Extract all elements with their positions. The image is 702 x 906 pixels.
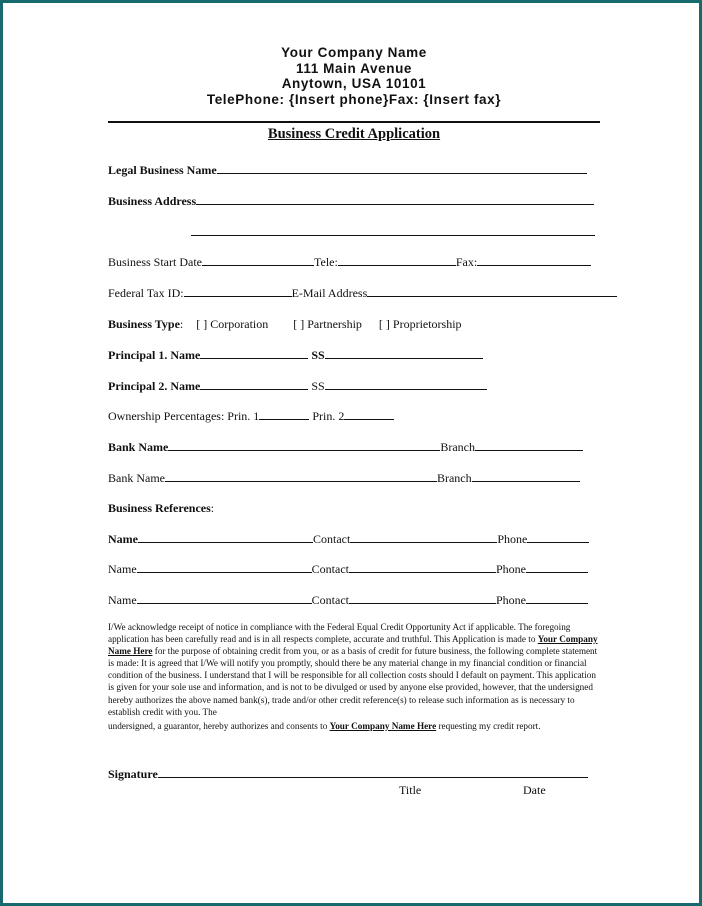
tele-field[interactable] [338, 255, 456, 266]
email-label: E-Mail Address [291, 286, 368, 300]
bank2-name-field[interactable] [165, 471, 437, 482]
reference2-contact-field[interactable] [349, 562, 496, 573]
title-label: Title [399, 783, 422, 797]
reference1-contact-label: Contact [313, 532, 351, 546]
guarantor-text-b: requesting my credit report. [436, 720, 541, 731]
company-name-placeholder-2: Your Company Name Here [329, 720, 437, 731]
signature-label: Signature [108, 767, 158, 781]
address-label: Business Address [108, 194, 197, 208]
agreement-paragraph-1 [108, 621, 600, 718]
legal-name-row [108, 163, 587, 177]
agreement-paragraph-2 [108, 720, 600, 732]
tax-row [108, 286, 617, 300]
address-field-2[interactable] [191, 225, 595, 236]
reference3-contact-label: Contact [311, 593, 349, 607]
signature-row [108, 767, 588, 782]
reference3-row [108, 593, 588, 607]
bank2-row [108, 471, 580, 485]
references-label: Business References [108, 501, 211, 515]
bank1-name-field[interactable] [168, 440, 440, 451]
prin1-percent-field[interactable] [259, 409, 309, 420]
tax-id-label: Federal Tax ID: [108, 286, 184, 300]
reference2-contact-label: Contact [311, 562, 349, 576]
date-label: Date [523, 783, 546, 797]
start-date-field[interactable] [202, 255, 314, 266]
principal1-ss-field[interactable] [325, 348, 483, 359]
ownership-label: Ownership Percentages: Prin. 1 [108, 409, 260, 423]
bank2-branch-label: Branch [436, 471, 472, 485]
guarantor-text-a: undersigned, a guarantor, hereby authorizes and consents to [108, 720, 330, 731]
reference1-name-label: Name [108, 532, 138, 546]
principal1-row [108, 348, 483, 362]
principal2-row [108, 379, 487, 393]
agreement-text-part-b: for the purpose of obtaining credit from you, or as a basis of credit for future business, the following complete statement is made: It is agreed that I/We will notify you promptly, should there be any material change in my financial condition or financial condition of the business. I understand that I will be responsible for all collection costs should I default on payment. This application is given for your sole use and information, and is not to be divulged or used by anyone else provided, however, that the undersigned hereby authorizes the above named bank(s), trade and/or other credit reference(s) to release such information as is necessary to establish credit with you. The [108, 646, 598, 717]
principal1-label: Principal 1. Name [108, 348, 201, 362]
bank1-row [108, 440, 583, 454]
address-row-2 [191, 225, 595, 239]
prin2-label: Prin. 2 [312, 409, 345, 423]
references-heading [108, 501, 214, 515]
address-field-1[interactable] [196, 194, 594, 205]
bank2-branch-field[interactable] [472, 471, 580, 482]
business-type-label: Business Type [108, 317, 180, 331]
type-partnership-checkbox[interactable]: [ ] Partnership [293, 317, 362, 331]
reference2-phone-field[interactable] [526, 562, 588, 573]
legal-name-label: Legal Business Name [108, 163, 217, 177]
principal1-ss-label: SS [311, 348, 325, 362]
principal2-name-field[interactable] [200, 379, 308, 390]
bank1-label: Bank Name [108, 440, 169, 454]
header-divider [108, 121, 600, 123]
reference3-name-label: Name [108, 593, 137, 607]
address-row [108, 194, 594, 208]
company-header [3, 45, 702, 107]
reference1-name-field[interactable] [138, 532, 313, 543]
business-type-colon: : [179, 317, 184, 331]
bank1-branch-field[interactable] [475, 440, 583, 451]
fax-field[interactable] [477, 255, 591, 266]
fax-label: Fax: [455, 255, 478, 269]
start-date-label: Business Start Date [108, 255, 202, 269]
company-contact: TelePhone: {Insert phone}Fax: {Insert fax} [206, 91, 502, 107]
principal2-label: Principal 2. Name [108, 379, 201, 393]
tele-label: Tele: [314, 255, 338, 269]
reference2-row [108, 562, 588, 576]
agreement-text [108, 621, 600, 732]
reference3-contact-field[interactable] [349, 593, 496, 604]
legal-name-field[interactable] [217, 163, 587, 174]
bank2-label: Bank Name [108, 471, 165, 485]
principal1-name-field[interactable] [200, 348, 308, 359]
type-corporation-checkbox[interactable]: [ ] Corporation [196, 317, 269, 331]
ownership-row [108, 409, 394, 423]
company-street: 111 Main Avenue [295, 60, 413, 76]
reference1-phone-field[interactable] [527, 532, 589, 543]
email-field[interactable] [367, 286, 617, 297]
principal2-ss-label: SS [311, 379, 325, 393]
reference3-phone-field[interactable] [526, 593, 588, 604]
reference1-row [108, 532, 589, 546]
reference3-phone-label: Phone [495, 593, 526, 607]
prin2-percent-field[interactable] [344, 409, 394, 420]
reference1-contact-field[interactable] [350, 532, 497, 543]
reference1-phone-label: Phone [497, 532, 528, 546]
reference2-phone-label: Phone [495, 562, 526, 576]
start-date-row [108, 255, 591, 269]
company-name: Your Company Name [281, 45, 427, 60]
business-type-row [108, 317, 462, 331]
principal2-ss-field[interactable] [325, 379, 487, 390]
form-title: Business Credit Application [267, 126, 441, 142]
reference3-name-field[interactable] [137, 593, 312, 604]
type-proprietorship-checkbox[interactable]: [ ] Proprietorship [378, 317, 462, 331]
tax-id-field[interactable] [184, 286, 292, 297]
reference2-name-label: Name [108, 562, 137, 576]
company-city: Anytown, USA 10101 [281, 76, 427, 91]
signature-field[interactable] [158, 767, 588, 778]
bank1-branch-label: Branch [440, 440, 475, 454]
references-colon: : [210, 501, 215, 515]
agreement-text-part-a: I/We acknowledge receipt of notice in compliance with the Federal Equal Credit Opportunity Act if applicable. The foregoing application has been carefully read and is in all respects complete, accurate and truthful. This Application is made to [108, 622, 571, 645]
company-name-placeholder: Your Company Name Here [108, 634, 598, 657]
reference2-name-field[interactable] [137, 562, 312, 573]
